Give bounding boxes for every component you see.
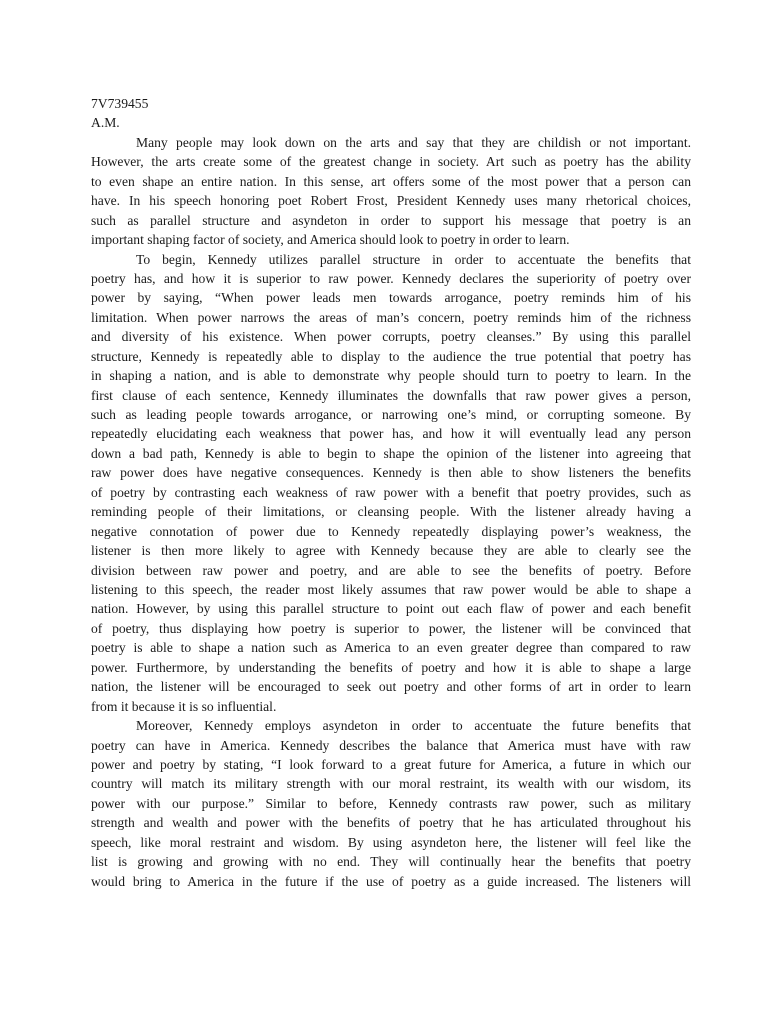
text-line: such as leading people towards arrogance, or narrowing one’s mind, or corrupting someone. By	[91, 407, 691, 423]
text-line: listening to this speech, the reader most likely assumes that raw power would be able to shape a	[91, 581, 691, 597]
essay-lines	[91, 133, 691, 891]
text-line: reminding people of their limitations, or cleansing people. With the listener already having a	[91, 504, 691, 520]
text-line: first clause of each sentence, Kennedy illuminates the downfalls that raw power gives a person,	[91, 387, 691, 403]
text-line: and diversity of his existence. When power corrupts, poetry cleanses.” By using this parallel	[91, 329, 691, 345]
text-line: negative connotation of power due to Kennedy repeatedly displaying power’s weakness, the	[91, 523, 691, 539]
author-initials: A.M.	[91, 115, 120, 131]
text-line: from it because it is so influential.	[91, 698, 277, 714]
text-line: listener is then more likely to agree with Kennedy because they are able to clearly see the	[91, 543, 691, 559]
text-line: nation. However, by using this parallel structure to point out each flaw of power and each benefit	[91, 601, 691, 617]
text-line: would bring to America in the future if the use of poetry as a guide increased. The listeners will	[91, 873, 691, 889]
text-line: nation, the listener will be encouraged to seek out poetry and other forms of art in order to learn	[91, 679, 691, 695]
essay-body	[91, 94, 691, 891]
text-line: raw power does have negative consequences. Kennedy is then able to show listeners the benefits	[91, 465, 691, 481]
text-line: Many people may look down on the arts and say that they are childish or not important.	[136, 134, 691, 150]
text-line: poetry can have in America. Kennedy describes the balance that America must have with raw	[91, 737, 691, 753]
text-line: important shaping factor of society, and America should look to poetry in order to learn.	[91, 232, 570, 248]
text-line: to even shape an entire nation. In this sense, art offers some of the most power that a person can	[91, 173, 691, 189]
text-line: speech, like moral restraint and wisdom. By using asyndeton here, the listener will feel like the	[91, 834, 691, 850]
text-line: down a bad path, Kennedy is able to begin to shape the opinion of the listener into agreeing that	[91, 445, 691, 461]
text-line: repeatedly elucidating each weakness that power has, and how it will eventually lead any person	[91, 426, 691, 442]
text-line: power. Furthermore, by understanding the benefits of poetry and how it is able to shape a large	[91, 659, 691, 675]
text-line: power by saying, “When power leads men towards arrogance, poetry reminds him of his	[91, 290, 691, 306]
text-line: such as parallel structure and asyndeton in order to support his message that poetry is an	[91, 212, 691, 228]
document-id: 7V739455	[91, 96, 149, 111]
text-line: poetry has, and how it is superior to raw power. Kennedy declares the superiority of poetry over	[91, 270, 691, 286]
text-line: division between raw power and poetry, and are able to see the benefits of poetry. Before	[91, 562, 691, 578]
text-line: However, the arts create some of the greatest change in society. Art such as poetry has the ability	[91, 154, 691, 170]
text-line: of poetry by contrasting each weakness of raw power with a benefit that poetry provides, such as	[91, 484, 691, 500]
text-line: strength and wealth and power with the benefits of poetry that he has articulated throughout his	[91, 815, 691, 831]
text-line: limitation. When power narrows the areas of man’s concern, poetry reminds him of the richness	[91, 309, 691, 325]
text-line: power with our purpose.” Similar to before, Kennedy contrasts raw power, such as military	[91, 795, 691, 811]
text-line: structure, Kennedy is repeatedly able to display to the audience the true potential that poetry has	[91, 348, 691, 364]
text-line: poetry is able to shape a nation such as America to an even greater degree than compared to raw	[91, 640, 691, 656]
text-line: in shaping a nation, and is able to demonstrate why people should turn to poetry to learn. In the	[91, 368, 691, 384]
text-line: list is growing and growing with no end. They will continually hear the benefits that poetry	[91, 854, 691, 870]
text-line: of poetry, thus displaying how poetry is superior to power, the listener will be convinced that	[91, 620, 691, 636]
text-line: power and poetry by stating, “I look forward to a great future for America, a future in which our	[91, 756, 691, 772]
text-line: Moreover, Kennedy employs asyndeton in order to accentuate the future benefits that	[136, 718, 691, 734]
text-line: country will match its military strength with our moral restraint, its wealth with our wisdom, its	[91, 776, 691, 792]
text-line: have. In his speech honoring poet Robert Frost, President Kennedy uses many rhetorical choices,	[91, 193, 691, 209]
text-line: To begin, Kennedy utilizes parallel structure in order to accentuate the benefits that	[136, 251, 691, 267]
